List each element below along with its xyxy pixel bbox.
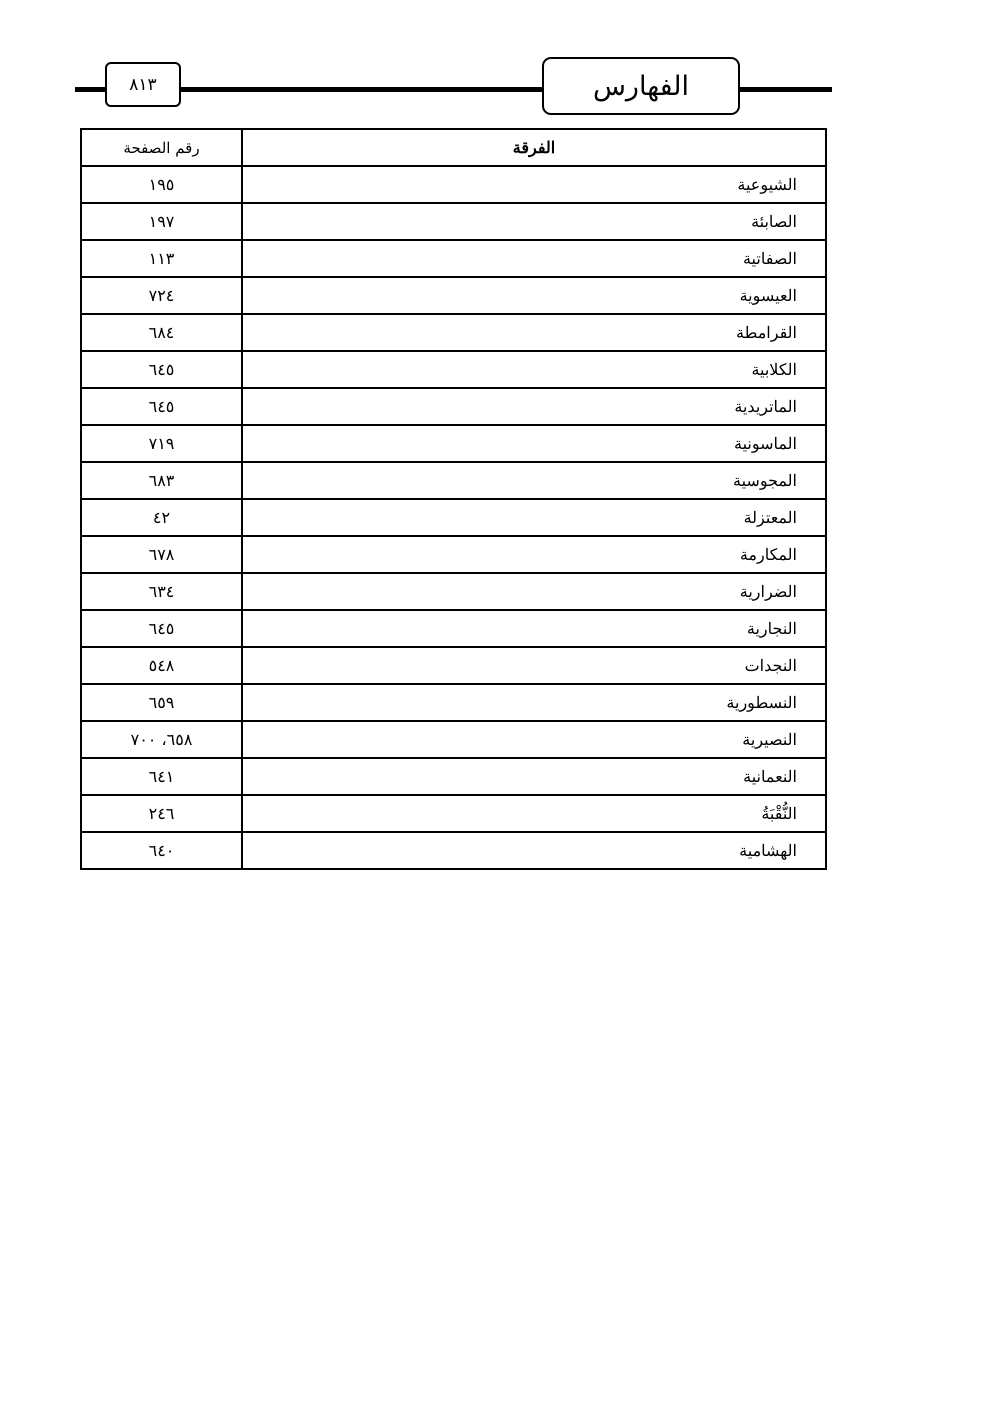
sect-name: القرامطة <box>242 314 826 351</box>
sect-name: الماتريدية <box>242 388 826 425</box>
page-ref: ٦٤٥ <box>81 351 242 388</box>
sect-name: الشيوعية <box>242 166 826 203</box>
page-ref: ٦٥٩ <box>81 684 242 721</box>
page-ref: ١١٣ <box>81 240 242 277</box>
page-ref: ٦٤٠ <box>81 832 242 869</box>
sect-name: النصيرية <box>242 721 826 758</box>
sect-name: المعتزلة <box>242 499 826 536</box>
table-row <box>81 573 826 610</box>
sects-index-table <box>80 128 827 870</box>
table-header-row <box>81 129 826 166</box>
table-row <box>81 832 826 869</box>
page-ref: ٧٢٤ <box>81 277 242 314</box>
page-ref: ٢٤٦ <box>81 795 242 832</box>
sect-name: العيسوية <box>242 277 826 314</box>
sect-name: النجدات <box>242 647 826 684</box>
table-row <box>81 795 826 832</box>
sect-name: النعمانية <box>242 758 826 795</box>
sect-name: الكلابية <box>242 351 826 388</box>
sect-name: الضرارية <box>242 573 826 610</box>
page-ref: ٦٥٨، ٧٠٠ <box>81 721 242 758</box>
table-row <box>81 351 826 388</box>
table-row <box>81 684 826 721</box>
column-header-sect: الفرقة <box>242 129 826 166</box>
page-number: ٨١٣ <box>105 62 181 107</box>
table-row <box>81 166 826 203</box>
table-row <box>81 240 826 277</box>
table-row <box>81 610 826 647</box>
page-ref: ١٩٥ <box>81 166 242 203</box>
table-row <box>81 203 826 240</box>
table-row <box>81 425 826 462</box>
sect-name: المكارمة <box>242 536 826 573</box>
section-title: الفهارس <box>542 57 740 115</box>
table-row <box>81 462 826 499</box>
table-row <box>81 758 826 795</box>
table-row <box>81 388 826 425</box>
sect-name: الصابئة <box>242 203 826 240</box>
sect-name: النجارية <box>242 610 826 647</box>
page-ref: ٦٨٣ <box>81 462 242 499</box>
sect-name: النسطورية <box>242 684 826 721</box>
page-header <box>0 0 992 120</box>
page-ref: ٦٧٨ <box>81 536 242 573</box>
sect-name: الصفاتية <box>242 240 826 277</box>
page-ref: ٦٤١ <box>81 758 242 795</box>
page-ref: ٤٢ <box>81 499 242 536</box>
page-ref: ٥٤٨ <box>81 647 242 684</box>
page-ref: ٦٣٤ <box>81 573 242 610</box>
table-row <box>81 499 826 536</box>
table-row <box>81 647 826 684</box>
table-row <box>81 314 826 351</box>
page-ref: ٧١٩ <box>81 425 242 462</box>
table-row <box>81 277 826 314</box>
sect-name: المجوسية <box>242 462 826 499</box>
page-ref: ٦٤٥ <box>81 610 242 647</box>
sect-name: الماسونية <box>242 425 826 462</box>
page-ref: ١٩٧ <box>81 203 242 240</box>
sect-name: الهشامية <box>242 832 826 869</box>
page-ref: ٦٨٤ <box>81 314 242 351</box>
page-ref: ٦٤٥ <box>81 388 242 425</box>
sect-name: النُّقْبَةُ <box>242 795 826 832</box>
table-row <box>81 536 826 573</box>
column-header-page: رقم الصفحة <box>81 129 242 166</box>
table-row <box>81 721 826 758</box>
